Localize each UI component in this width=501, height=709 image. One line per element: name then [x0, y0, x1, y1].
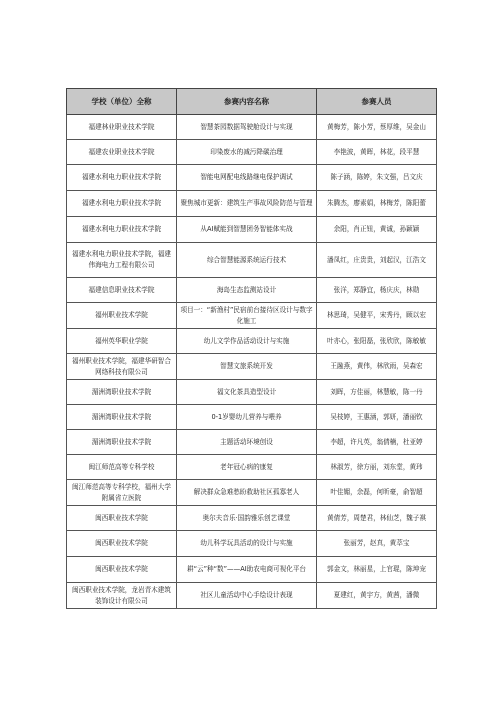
table-row — [67, 380, 437, 405]
content-cell: 智慧文旅系统开发 — [177, 354, 317, 380]
table-row — [67, 557, 437, 583]
members-cell: 黄梅芳，陈小芳，蔡厚维，吴金山 — [317, 115, 437, 140]
content-cell: 综合智慧能源系统运行技术 — [177, 243, 317, 278]
content-cell: 耕“云”种“数”——AI助农电商可视化平台 — [177, 557, 317, 583]
content-cell: 海岛生态监测站设计 — [177, 278, 317, 303]
members-cell: 吴枝婷，王惠涵，郭妍，潘丽钦 — [317, 405, 437, 430]
content-cell: 解决群众急难愁盼救助社区孤寡老人 — [177, 480, 317, 506]
table-row — [67, 506, 437, 531]
table-row — [67, 329, 437, 354]
content-cell: 奥尔夫音乐·国韵雅乐创艺课堂 — [177, 506, 317, 531]
school-cell: 闽西职业技术学院 — [67, 506, 177, 531]
members-cell: 夏建红，黄宇方，黄茜，潘微 — [317, 583, 437, 609]
members-cell: 李超，许凡英，翁倩楠，杜亚婷 — [317, 430, 437, 455]
members-cell: 郭金文，林丽星，上官琨，陈坤宠 — [317, 557, 437, 583]
table-row — [67, 191, 437, 217]
school-cell: 福州职业技术学院 — [67, 303, 177, 329]
table-row — [67, 278, 437, 303]
members-cell: 张丽芳，赵真，黄萃宝 — [317, 531, 437, 557]
members-cell: 朱腾杰，廖素娟，林梅芳，陈阳蕾 — [317, 191, 437, 217]
members-cell: 张洋，郑静宜，杨庆庆，林勋 — [317, 278, 437, 303]
content-cell: 0-1岁婴幼儿营养与喂养 — [177, 405, 317, 430]
school-cell: 闽江师范高等专科学校，福州大学附属省立医院 — [67, 480, 177, 506]
content-cell: 智慧茶园数据驾驶舱设计与实现 — [177, 115, 317, 140]
content-cell: 幼儿科学玩具活动的设计与实施 — [177, 531, 317, 557]
table-row — [67, 430, 437, 455]
table-row — [67, 531, 437, 557]
table-row — [67, 165, 437, 191]
school-cell: 福州职业技术学院，福建华研智合网络科技有限公司 — [67, 354, 177, 380]
members-cell: 王融燕，黄伟，林欣雨，吴森宏 — [317, 354, 437, 380]
content-cell: 社区儿童活动中心手绘设计表现 — [177, 583, 317, 609]
school-cell: 福州英华职业学院 — [67, 329, 177, 354]
school-cell: 闽西职业技术学院 — [67, 531, 177, 557]
members-cell: 黄倩芳，周楚君，林仙芝，魏子祺 — [317, 506, 437, 531]
school-cell: 福建水利电力职业技术学院，福建伟海电力工程有限公司 — [67, 243, 177, 278]
school-cell: 福建农业职业技术学院 — [67, 140, 177, 165]
table-row — [67, 405, 437, 430]
table-header-row — [67, 89, 437, 115]
header-content: 参赛内容名称 — [177, 89, 317, 115]
members-cell: 林淑芳，徐方丽，刘东堂，黄玮 — [317, 455, 437, 480]
school-cell: 闽江师范高等专科学校 — [67, 455, 177, 480]
content-cell: 老年冠心病的康复 — [177, 455, 317, 480]
school-cell: 福建信息职业技术学院 — [67, 278, 177, 303]
content-cell: 印染废水的减污降碳治理 — [177, 140, 317, 165]
table-row — [67, 303, 437, 329]
table-row — [67, 354, 437, 380]
members-cell: 潘凤红，庄贵贵，刘起汉，江浩文 — [317, 243, 437, 278]
members-cell: 刘晖，方佳丽，林慧敏，陈一丹 — [317, 380, 437, 405]
header-school: 学校（单位）全称 — [67, 89, 177, 115]
content-cell: 从AI赋能到智慧团务智能体实战 — [177, 217, 317, 243]
members-cell: 余阳，肖正钮，黄诚，孙颖颖 — [317, 217, 437, 243]
participants-table — [66, 88, 437, 609]
content-cell: 智能电网配电线路继电保护调试 — [177, 165, 317, 191]
table-row — [67, 480, 437, 506]
school-cell: 闽西职业技术学院 — [67, 557, 177, 583]
table-row — [67, 140, 437, 165]
table-row — [67, 217, 437, 243]
header-members: 参赛人员 — [317, 89, 437, 115]
members-cell: 林思琦，吴健平，宋秀丹，顾以宏 — [317, 303, 437, 329]
school-cell: 闽西职业技术学院，龙岩青木建筑装饰设计有限公司 — [67, 583, 177, 609]
content-cell: 项目一：“新渔村”民宿前台接待区设计与数字化施工 — [177, 303, 317, 329]
table-row — [67, 583, 437, 609]
content-cell: 主题活动环境创设 — [177, 430, 317, 455]
table-row — [67, 243, 437, 278]
members-cell: 陈子涵，陈婷，朱文强，吕文庆 — [317, 165, 437, 191]
school-cell: 福建水利电力职业技术学院 — [67, 191, 177, 217]
school-cell: 湄洲湾职业技术学院 — [67, 380, 177, 405]
content-cell: 幼儿文学作品活动设计与实施 — [177, 329, 317, 354]
content-cell: 聚焦城市更新：建筑生产事故风险防范与管理 — [177, 191, 317, 217]
table-row — [67, 115, 437, 140]
content-cell: 福文化茶具造型设计 — [177, 380, 317, 405]
school-cell: 湄洲湾职业技术学院 — [67, 430, 177, 455]
members-cell: 叶亦心，张阳磊，张欣欣，陈敏敏 — [317, 329, 437, 354]
members-cell: 李艳波，黄晖，林花，段平慧 — [317, 140, 437, 165]
school-cell: 福建林业职业技术学院 — [67, 115, 177, 140]
school-cell: 福建水利电力职业技术学院 — [67, 217, 177, 243]
table-row — [67, 455, 437, 480]
school-cell: 福建水利电力职业技术学院 — [67, 165, 177, 191]
table-body — [67, 115, 437, 609]
school-cell: 湄洲湾职业技术学院 — [67, 405, 177, 430]
members-cell: 叶佳媚，余磊，何昕豪，俞智超 — [317, 480, 437, 506]
